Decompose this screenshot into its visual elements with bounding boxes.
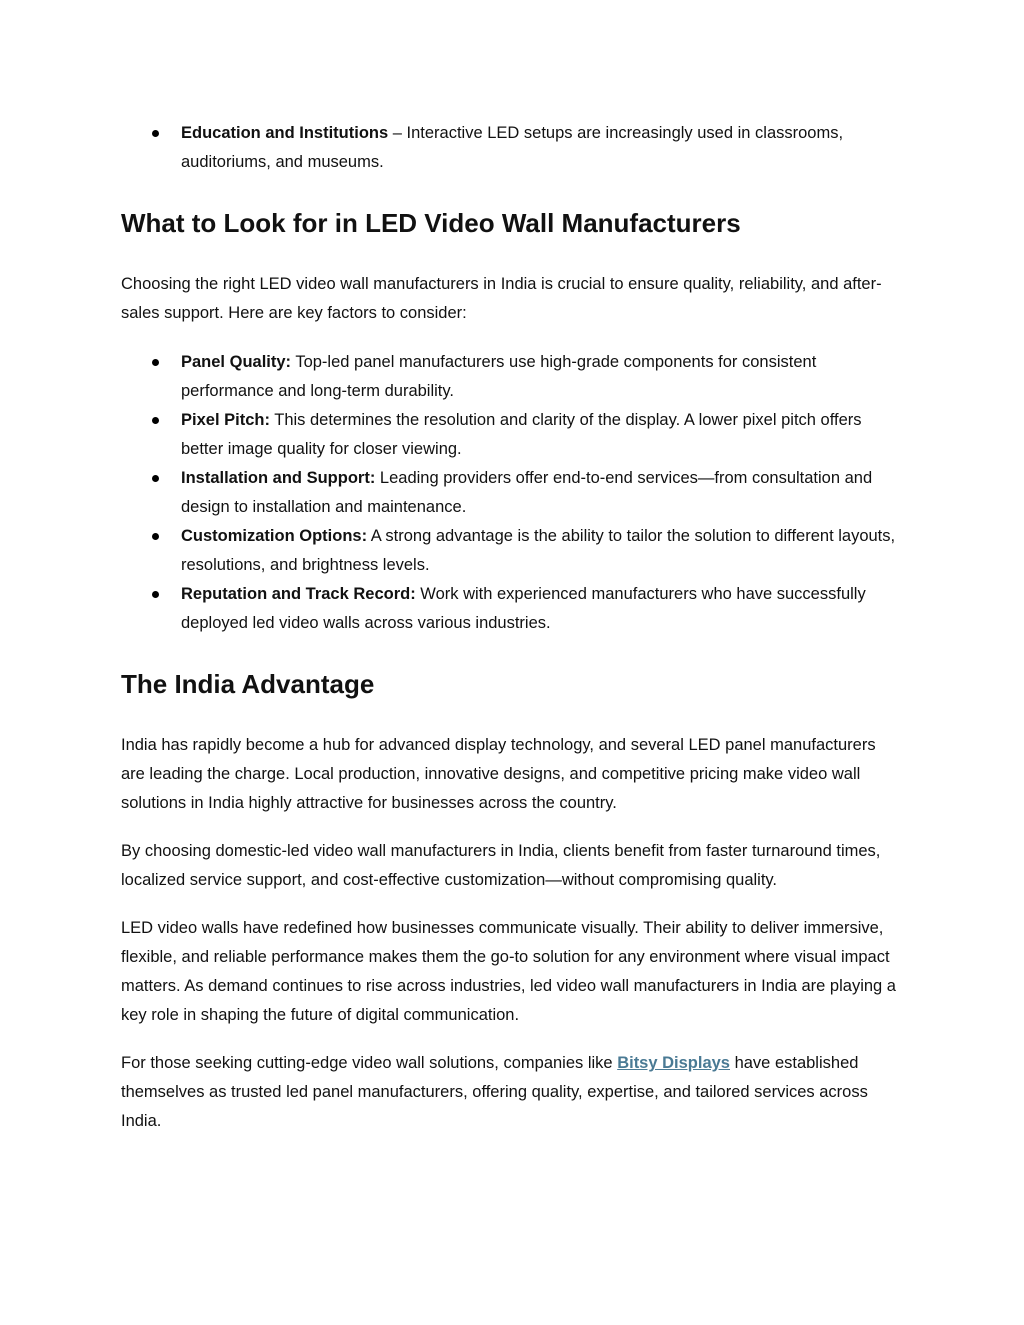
list-item-text: Leading providers offer end-to-end services—from consultation and design to installation and maintenance.	[181, 469, 873, 516]
list-item-text: Top-led panel manufacturers use high-grade components for consistent performance and long-term durability.	[181, 353, 817, 400]
list-item-text: – Interactive LED setups are increasingly used in classrooms, auditoriums, and museums.	[181, 124, 844, 171]
bullet-icon	[152, 475, 159, 482]
list-item-term: Pixel Pitch:	[181, 411, 270, 429]
closing-text-before-link: For those seeking cutting-edge video wall solutions, companies like	[121, 1054, 618, 1072]
bitsy-displays-link[interactable]: Bitsy Displays	[617, 1054, 730, 1072]
list-item-term: Customization Options:	[181, 527, 368, 545]
bullet-icon	[152, 417, 159, 424]
factors-bullet-list	[121, 348, 901, 638]
document-page	[121, 0, 901, 1136]
list-item-term: Education and Institutions	[181, 124, 389, 142]
list-item	[121, 406, 901, 464]
body-paragraph: LED video walls have redefined how businesses communicate visually. Their ability to deliver immersive, flexible, and reliable performance makes them the go-to solution for any environment where visual impact matters. As demand continues to rise across industries, led video wall manufacturers in India are playing a key role in shaping the future of digital communication.	[121, 919, 896, 1024]
list-item-text: A strong advantage is the ability to tailor the solution to different layouts, resolutions, and brightness levels.	[181, 527, 896, 574]
section-intro-paragraph: Choosing the right LED video wall manufacturers in India is crucial to ensure quality, reliability, and after-sales support. Here are key factors to consider:	[121, 275, 882, 322]
list-item	[121, 522, 901, 580]
list-item	[121, 580, 901, 638]
bullet-icon	[152, 359, 159, 366]
list-item	[121, 348, 901, 406]
closing-paragraph	[121, 1049, 901, 1136]
list-item-term: Installation and Support:	[181, 469, 376, 487]
section-heading-india-advantage: The India Advantage	[121, 669, 375, 699]
list-item-term: Reputation and Track Record:	[181, 585, 416, 603]
bullet-icon	[152, 533, 159, 540]
bullet-icon	[152, 591, 159, 598]
list-item	[121, 119, 901, 177]
list-item	[121, 464, 901, 522]
list-item-term: Panel Quality:	[181, 353, 292, 371]
list-item-text: This determines the resolution and clarity of the display. A lower pixel pitch offers better image quality for closer viewing.	[181, 411, 862, 458]
intro-bullet-list	[121, 119, 901, 177]
closing-text-after-link: have established themselves as trusted led panel manufacturers, offering quality, expertise, and tailored services across India.	[121, 1054, 868, 1130]
section-heading-manufacturers: What to Look for in LED Video Wall Manufacturers	[121, 208, 741, 238]
bullet-icon	[152, 130, 159, 137]
list-item-text: Work with experienced manufacturers who have successfully deployed led video walls across various industries.	[181, 585, 866, 632]
body-paragraph: By choosing domestic-led video wall manufacturers in India, clients benefit from faster turnaround times, localized service support, and cost-effective customization—without compromising quality.	[121, 842, 881, 889]
body-paragraph: India has rapidly become a hub for advanced display technology, and several LED panel manufacturers are leading the charge. Local production, innovative designs, and competitive pricing make video wall solutions in India highly attractive for businesses across the country.	[121, 736, 876, 812]
